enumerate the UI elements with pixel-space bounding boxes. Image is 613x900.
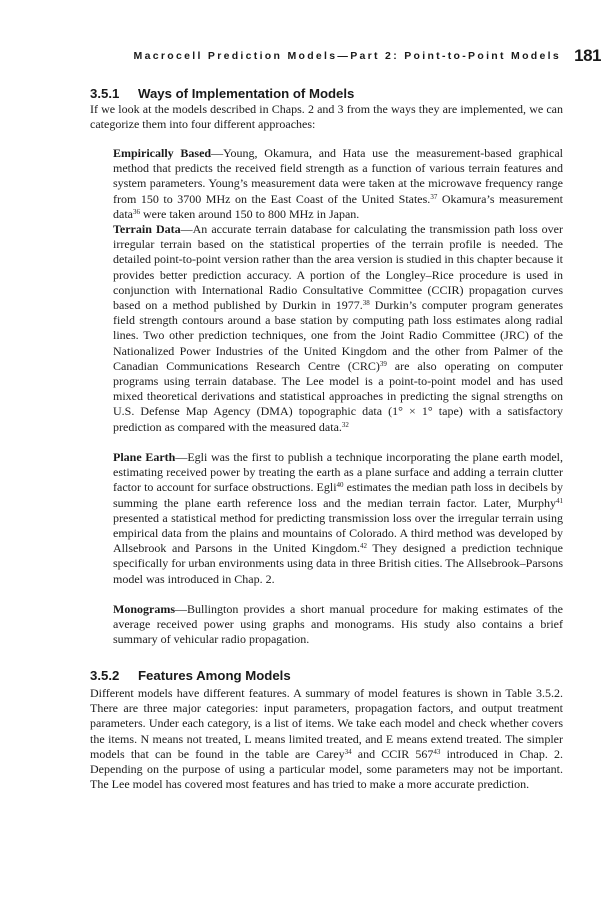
- running-head: [0, 46, 613, 70]
- entry-text: —Young, Okamura, and Hata use the measurement-based graphical method that predicts the received field strength as a function of various terrain features and system parameters. Young’s measurement data were taken at the microwave frequency range from 150 to 3700 MHz on the East Coast of the United States.: [113, 146, 563, 206]
- entry-text: estimates the median path loss in decibels by summing the plane earth reference loss and the median terrain factor. Later, Murphy: [113, 480, 563, 510]
- entry-text: —Bullington provides a short manual procedure for making estimates of the average received power using graphs and monograms. His study also contains a brief summary of vehicular radio propagation.: [113, 602, 563, 647]
- section-title: Features Among Models: [138, 668, 291, 683]
- section-title: Ways of Implementation of Models: [138, 86, 355, 101]
- citation-superscript: 36: [133, 207, 140, 216]
- section-heading-3-5-2: [90, 668, 291, 683]
- entry-text: are also operating on computer programs using terrain database. The Lee model is a point-to-point model and has used mixed theoretical derivations and statistical approaches in predicting the signal strengths on U.S. Defense Map Agency (DMA) topographic data (1° × 1° tape) with a satisfactory prediction as compared with the measured data.: [113, 358, 563, 434]
- page-number: 181: [574, 46, 601, 65]
- citation-superscript: 41: [556, 496, 563, 505]
- section-heading-3-5-1: [90, 86, 354, 101]
- entry-empirically-based: [113, 146, 563, 222]
- citation-superscript: 39: [379, 359, 387, 368]
- section-intro-paragraph: If we look at the models described in Chaps. 2 and 3 from the ways they are implemented, we can categorize them into four different approaches:: [90, 102, 563, 132]
- paragraph-text: and CCIR 567: [351, 746, 434, 761]
- entry-text: They designed a prediction technique specifically for urban environments using data in three British cities. The Allsebrook–Parsons model was introduced in Chap. 2.: [113, 541, 564, 586]
- entry-text: Okamura’s measurement data: [113, 191, 563, 221]
- entry-text: —An accurate terrain database for calculating the transmission path loss over irregular terrain based on the statistical properties of the terrain profile is needed. The detailed point-to-point version rather than the area version is studied in this chapter because it provides better prediction accuracy. A portion of the Longley–Rice procedure is used in conjunction with International Radio Consultative Committee (CCIR) propagation curves based on a method published by Durkin in 1977.: [113, 222, 563, 313]
- citation-superscript: 34: [344, 747, 352, 756]
- section-number: 3.5.1: [90, 86, 120, 101]
- entry-text: —Egli was the first to publish a technique incorporating the plane earth model, estimating received power by treating the earth as a plane surface and adding a terrain clutter factor to account for surface obstructions. Egli: [113, 450, 563, 495]
- section-body-paragraph: [90, 686, 563, 792]
- entry-term: Empirically Based: [113, 146, 212, 160]
- citation-superscript: 42: [359, 542, 367, 551]
- citation-superscript: 40: [336, 481, 344, 490]
- entry-text: presented a statistical method for predicting transmission loss over the irregular terrain using empirical data from the plains and mountains of Colorado. A third method was developed by Allsebrook and Parsons in the United Kingdom.: [113, 510, 563, 556]
- entry-monograms: [113, 602, 563, 648]
- entry-plane-earth: [113, 450, 563, 587]
- running-head-title: Macrocell Prediction Models—Part 2: Point-to-Point Models: [133, 50, 561, 62]
- entry-term: Monograms: [113, 602, 175, 616]
- citation-superscript: 32: [341, 420, 349, 429]
- citation-superscript: 37: [430, 192, 438, 201]
- entry-term: Plane Earth: [113, 450, 176, 464]
- citation-superscript: 38: [362, 299, 370, 308]
- paragraph-text: Different models have different features. A summary of model features is shown in Table 3.5.2. There are three major categories: input parameters, propagation factors, and output treatment parameters. Under each category, is a list of items. We take each model and check whether covers the items. N means not treated, L means limited treated, and E means extend treated. The simpler models that can be found in the table are Carey: [90, 686, 563, 761]
- section-number: 3.5.2: [90, 668, 120, 683]
- entry-text: were taken around 150 to 800 MHz in Japan.: [140, 206, 360, 221]
- entry-terrain-data: [113, 222, 563, 435]
- entry-term: Terrain Data: [113, 222, 181, 236]
- paragraph-text: introduced in Chap. 2. Depending on the purpose of using a particular model, some parameters may not be important. The Lee model has covered most features and has tried to make a more accurate prediction.: [90, 746, 564, 792]
- entry-text: Durkin’s computer program generates field strength contours around a base station by computing path loss estimates along radial lines. Two other prediction techniques, one from the Joint Radio Committee (JRC) of the Nationalized Power Industries of the United Kingdom and the other from Palmer of the Canadian Communications Research Centre (CRC): [113, 298, 564, 373]
- citation-superscript: 43: [433, 747, 441, 756]
